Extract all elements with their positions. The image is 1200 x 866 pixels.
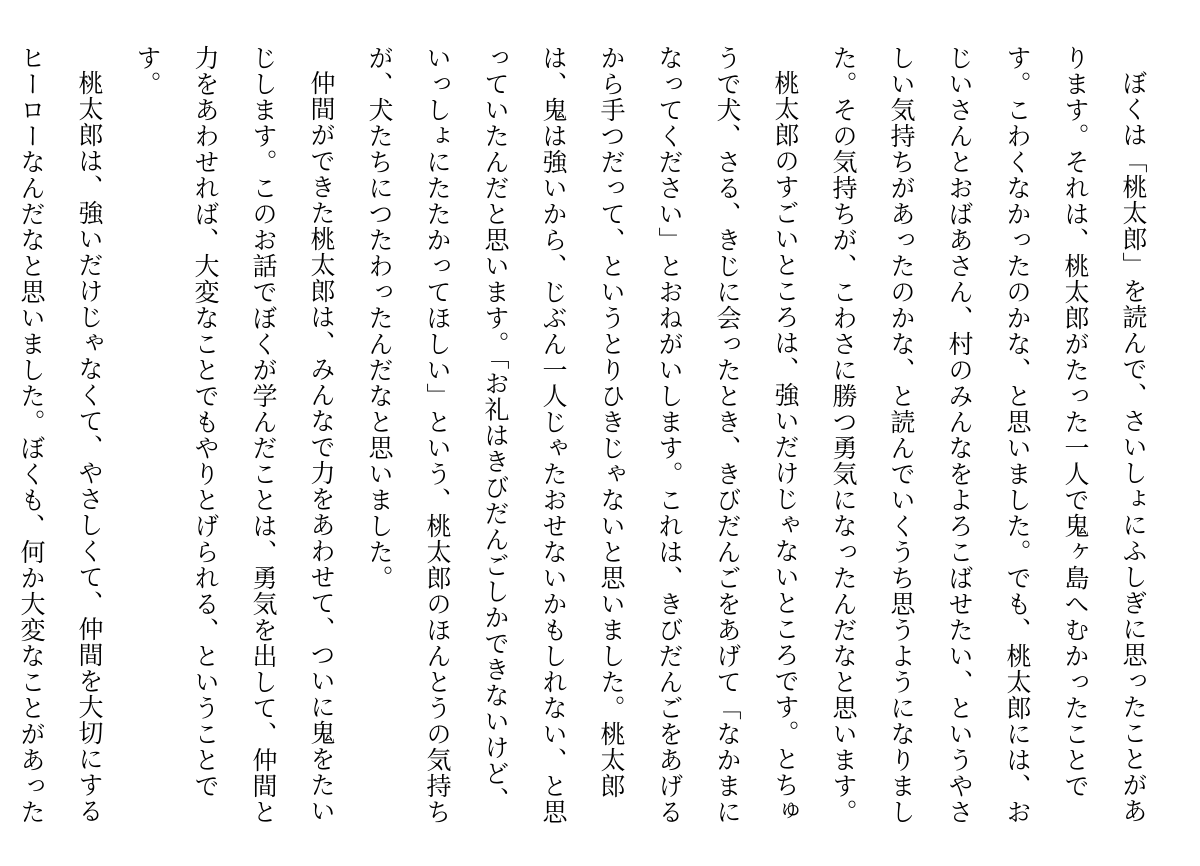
paragraph-1: ぼくは「桃太郎」を読んで、さいしょにふしぎに思ったことがあります。それは、桃太郎がたった一人で鬼ヶ島へむかったことです。こわくなかったのかな、と思いました。でも、桃太郎には、おじいさんとおばあさん、村のみんなをよろこばせたい、というやさしい気持ちがあったのかな、と読んでいくうち思うようになりました。その気持ちが、こわさに勝つ勇気になったんだなと思います。 — [829, 45, 1148, 825]
paragraph-4: 桃太郎は、強いだけじゃなくて、やさしくて、仲間を大切にするヒーローなんだなと思いました。ぼくも、何か大変なことがあった — [17, 45, 104, 825]
paragraph-2: 桃太郎のすごいところは、強いだけじゃないところです。とちゅうで犬、さる、きじに会ったとき、きびだんごをあげて「なかまになってください」とおねがいします。これは、きびだんごをあげるから手つだって、というとりひきじゃないと思いました。桃太郎は、鬼は強いから、じぶん一人じゃたおせないかもしれない、と思っていたんだと思います。「お礼はきびだんごしかできないけど、いっしょにたたかってほしい」という、桃太郎のほんとうの気持ちが、犬たちにつたわったんだなと思いました。 — [365, 45, 800, 825]
paragraph-3: 仲間ができた桃太郎は、みんなで力をあわせて、ついに鬼をたいじします。このお話でぼくが学んだことは、勇気を出して、仲間と力をあわせれば、大変なことでもやりとげられる、ということです。 — [133, 45, 336, 825]
essay-body — [17, 45, 1162, 835]
